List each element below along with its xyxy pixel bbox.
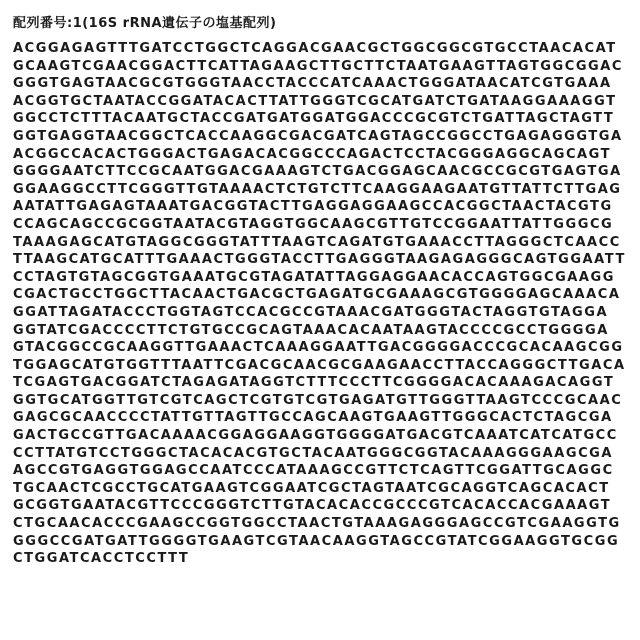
sequence-line: GGAAGGCCTTCGGGTTGTAAAACTCTGTCTTCAAGGAAGAATGTTATTCTTGAG bbox=[13, 181, 622, 197]
sequence-line: CGACTGCCTGGCTTACAACTGACGCTGAGATGCGAAAGCGTGGGGAGCAAACA bbox=[13, 287, 621, 303]
sequence-line: GGGGAATCTTCCGCAATGGACGAAAGTCTGACGGAGCAACGCCGCGTGAGTGA bbox=[13, 164, 622, 180]
sequence-line: GGATTAGATACCCTGGTAGTCCACGCCGTAAACGATGGGTACTAGGTGTAGGA bbox=[13, 304, 609, 320]
sequence-line: CTGCAACACCCGAAGCCGGTGGCCTAACTGTAAAGAGGGAGCCGTCGAAGGTG bbox=[13, 516, 621, 532]
sequence-line: GCAAGTCGAACGGACTTCATTAGAAGCTTGCTTCTAATGAAGTTAGTGGCGGAC bbox=[13, 58, 623, 74]
sequence-line: CCTTATGTCCTGGGCTACACACGTGCTACAATGGGCGGTACAAAGGGAAGCGA bbox=[13, 445, 613, 461]
sequence-line: GACTGCCGTTGACAAAACGGAGGAAGGTGGGGATGACGTCAAATCATCATGCC bbox=[13, 428, 618, 444]
sequence-line: GGTGCATGGTTGTCGTCAGCTCGTGTCGTGAGATGTTGGGTTAAGTCCCGCAAC bbox=[13, 392, 623, 408]
sequence-line: GTACGGCCGCAAGGTTGAAACTCAAAGGAATTGACGGGGACCCGCACAAGCGG bbox=[13, 340, 624, 356]
dna-sequence-block bbox=[13, 40, 628, 568]
sequence-line: CCAGCAGCCGCGGTAATACGTAGGTGGCAAGCGTTGTCCGGAATTATTGGGCG bbox=[13, 216, 614, 232]
sequence-line: CCTAGTGTAGCGGTGAAATGCGTAGATATTAGGAGGAACACCAGTGGCGAAGG bbox=[13, 269, 615, 285]
sequence-line: AATATTGAGAGTAAATGACGGTACTTGAGGAGGAAGCCACGGCTAACTACGTG bbox=[13, 199, 613, 215]
sequence-line: CTGGATCACCTCCTTT bbox=[13, 551, 190, 567]
sequence-line: AGCCGTGAGGTGGAGCCAATCCCATAAAGCCGTTCTCAGTTCGGATTGCAGGC bbox=[13, 463, 614, 479]
sequence-line: GGTGAGGTAACGGCTCACCAAGGCGACGATCAGTAGCCGGCCTGAGAGGGTGA bbox=[13, 128, 623, 144]
sequence-line: ACGGTGCTAATACCGGATACACTTATTGGGTCGCATGATCTGATAAGGAAAGGT bbox=[13, 93, 617, 109]
sequence-line: TGCAACTCGCCTGCATGAAGTCGGAATCGCTAGTAATCGCAGGTCAGCACACT bbox=[13, 480, 610, 496]
sequence-line: TCGAGTGACGGATCTAGAGATAGGTCTTTCCCTTCGGGGACACAAAGACAGGT bbox=[13, 375, 615, 391]
sequence-line: GGGCCGATGATTGGGGTGAAGTCGTAACAAGGTAGCCGTATCGGAAGGTGCGG bbox=[13, 533, 620, 549]
sequence-line: GAGCGCAACCCCTATTGTTAGTTGCCAGCAAGTGAAGTTGGGCACTCTAGCGA bbox=[13, 410, 613, 426]
sequence-id-header: 配列番号:1(16S rRNA遺伝子の塩基配列) bbox=[13, 16, 277, 31]
sequence-line: TGGAGCATGTGGTTTAATTCGACGCAACGCGAAGAACCTTACCAGGGCTTGACA bbox=[13, 357, 626, 373]
sequence-line: ACGGAGAGTTTGATCCTGGCTCAGGACGAACGCTGGCGGCGTGCCTAACACAT bbox=[13, 41, 617, 56]
sequence-line: GCGGTGAATACGTTCCCGGGTCTTGTACACACCGCCCGTCACACCACGAAAGT bbox=[13, 498, 612, 514]
sequence-line: GGGTGAGTAACGCGTGGGTAACCTACCCATCAAACTGGGATAACATCGTGAAA bbox=[13, 76, 612, 92]
sequence-line: ACGGCCACACTGGGACTGAGACACGGCCCAGACTCCTACGGGAGGCAGCAGT bbox=[13, 146, 612, 162]
sequence-line: TTAAGCATGCATTTGAAACTGGGTACCTTGAGGGTAAGAGAGGGCAGTGGAATT bbox=[13, 252, 626, 268]
sequence-line: TAAAGAGCATGTAGGCGGGTATTTAAGTCAGATGTGAAACCTTAGGGCTCAACC bbox=[13, 234, 621, 250]
sequence-line: GGTATCGACCCCTTCTGTGCCGCAGTAAACACAATAAGTACCCCGCCTGGGGA bbox=[13, 322, 609, 338]
sequence-line: GGCCTCTTTACAATGCTACCGATGATGGATGGACCCGCGTCTGATTAGCTAGTT bbox=[13, 111, 615, 127]
